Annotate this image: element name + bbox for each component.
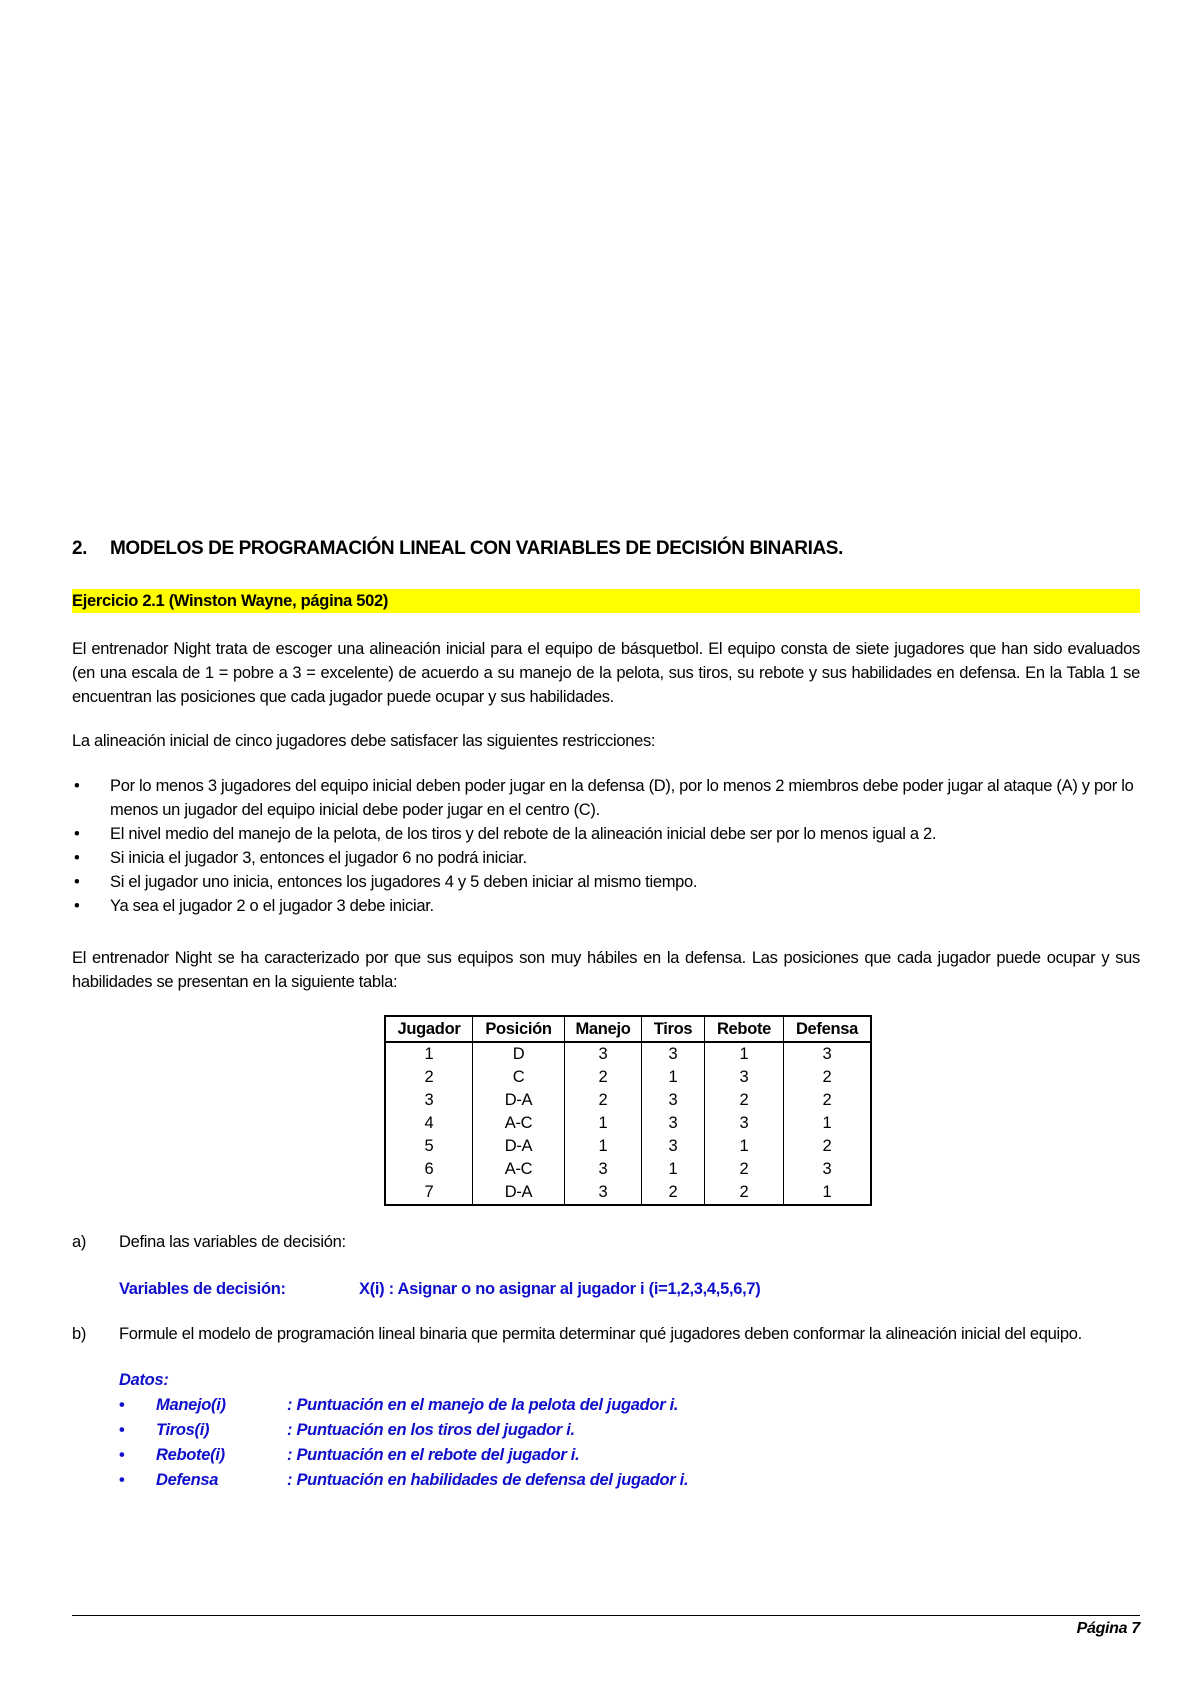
table-row: 4 A-C 1 3 3 1 [385,1112,871,1135]
players-table [384,1015,872,1206]
intro-paragraph: El entrenador Night trata de escoger una alineación inicial para el equipo de básquetbol. El equipo consta de siete jugadores que han sido evaluados (en una escala de 1 = pobre a 3 = excelente) de acuerdo a su manejo de la pelota, sus tiros, su rebote y sus habilidades en defensa. En la Tabla 1 se encuentran las posiciones que cada jugador puede ocupar y sus habilidades. [72,640,1140,706]
table-intro: El entrenador Night se ha caracterizado por que sus equipos son muy hábiles en la defensa. Las posiciones que cada jugador puede ocupar y sus habilidades se presentan en la siguiente tabla: [72,949,1140,991]
bullet-icon: • [119,1446,125,1464]
header-manejo: Manejo [565,1016,642,1042]
list-item: • Rebote(i) : Puntuación en el rebote del jugador i. [119,1443,688,1468]
bullet-icon: • [119,1421,125,1439]
table-row: 3 D-A 2 3 2 2 [385,1089,871,1112]
header-tiros: Tiros [642,1016,705,1042]
footer-divider [72,1615,1140,1616]
table-row: 1 D 3 3 1 3 [385,1042,871,1066]
header-jugador: Jugador [385,1016,473,1042]
section-title: MODELOS DE PROGRAMACIÓN LINEAL CON VARIABLES DE DECISIÓN BINARIAS. [110,538,843,559]
page-number: Página 7 [1076,1620,1140,1637]
bullet-icon: • [74,849,80,867]
list-item: • Si el jugador uno inicia, entonces los jugadores 4 y 5 deben iniciar al mismo tiempo. [72,870,1140,894]
constraints-intro: La alineación inicial de cinco jugadores debe satisfacer las siguientes restricciones: [72,732,656,750]
question-text: Defina las variables de decisión: [119,1233,346,1251]
datos-list [119,1393,688,1493]
header-posicion: Posición [473,1016,565,1042]
constraints-list [72,774,1140,918]
list-item: • Por lo menos 3 jugadores del equipo inicial deben poder jugar en la defensa (D), por lo menos 2 miembros debe poder jugar al ataque (A) y por lo menos un jugador del equipo inicial debe poder jugar en el centro (C). [72,774,1140,822]
vars-value: X(i) : Asignar o no asignar al jugador i (i=1,2,3,4,5,6,7) [359,1280,761,1298]
table-row: 2 C 2 1 3 2 [385,1066,871,1089]
bullet-icon: • [74,873,80,891]
datos-title: Datos: [119,1371,169,1389]
question-text: Formule el modelo de programación lineal binaria que permita determinar qué jugadores deben conformar la alineación inicial del equipo. [119,1325,1082,1343]
header-defensa: Defensa [784,1016,872,1042]
question-letter: a) [72,1233,87,1251]
list-item: • El nivel medio del manejo de la pelota, de los tiros y del rebote de la alineación inicial debe ser por lo menos igual a 2. [72,822,1140,846]
bullet-icon: • [119,1396,125,1414]
question-letter: b) [72,1325,87,1343]
exercise-title: Ejercicio 2.1 (Winston Wayne, página 502) [72,589,1140,613]
list-item: • Defensa : Puntuación en habilidades de defensa del jugador i. [119,1468,688,1493]
vars-label: Variables de decisión: [119,1280,286,1298]
header-rebote: Rebote [705,1016,784,1042]
table-row: 7 D-A 3 2 2 1 [385,1181,871,1205]
bullet-icon: • [74,825,80,843]
section-number: 2. [72,538,88,559]
list-item: • Ya sea el jugador 2 o el jugador 3 debe iniciar. [72,894,1140,918]
bullet-icon: • [74,777,80,795]
table-row: 6 A-C 3 1 2 3 [385,1158,871,1181]
list-item: • Tiros(i) : Puntuación en los tiros del jugador i. [119,1418,688,1443]
list-item: • Manejo(i) : Puntuación en el manejo de la pelota del jugador i. [119,1393,688,1418]
table-header-row [385,1016,871,1042]
list-item: • Si inicia el jugador 3, entonces el jugador 6 no podrá iniciar. [72,846,1140,870]
section-heading [72,538,1140,560]
bullet-icon: • [74,897,80,915]
bullet-icon: • [119,1471,125,1489]
decision-variables [119,1277,760,1301]
table-row: 5 D-A 1 3 1 2 [385,1135,871,1158]
